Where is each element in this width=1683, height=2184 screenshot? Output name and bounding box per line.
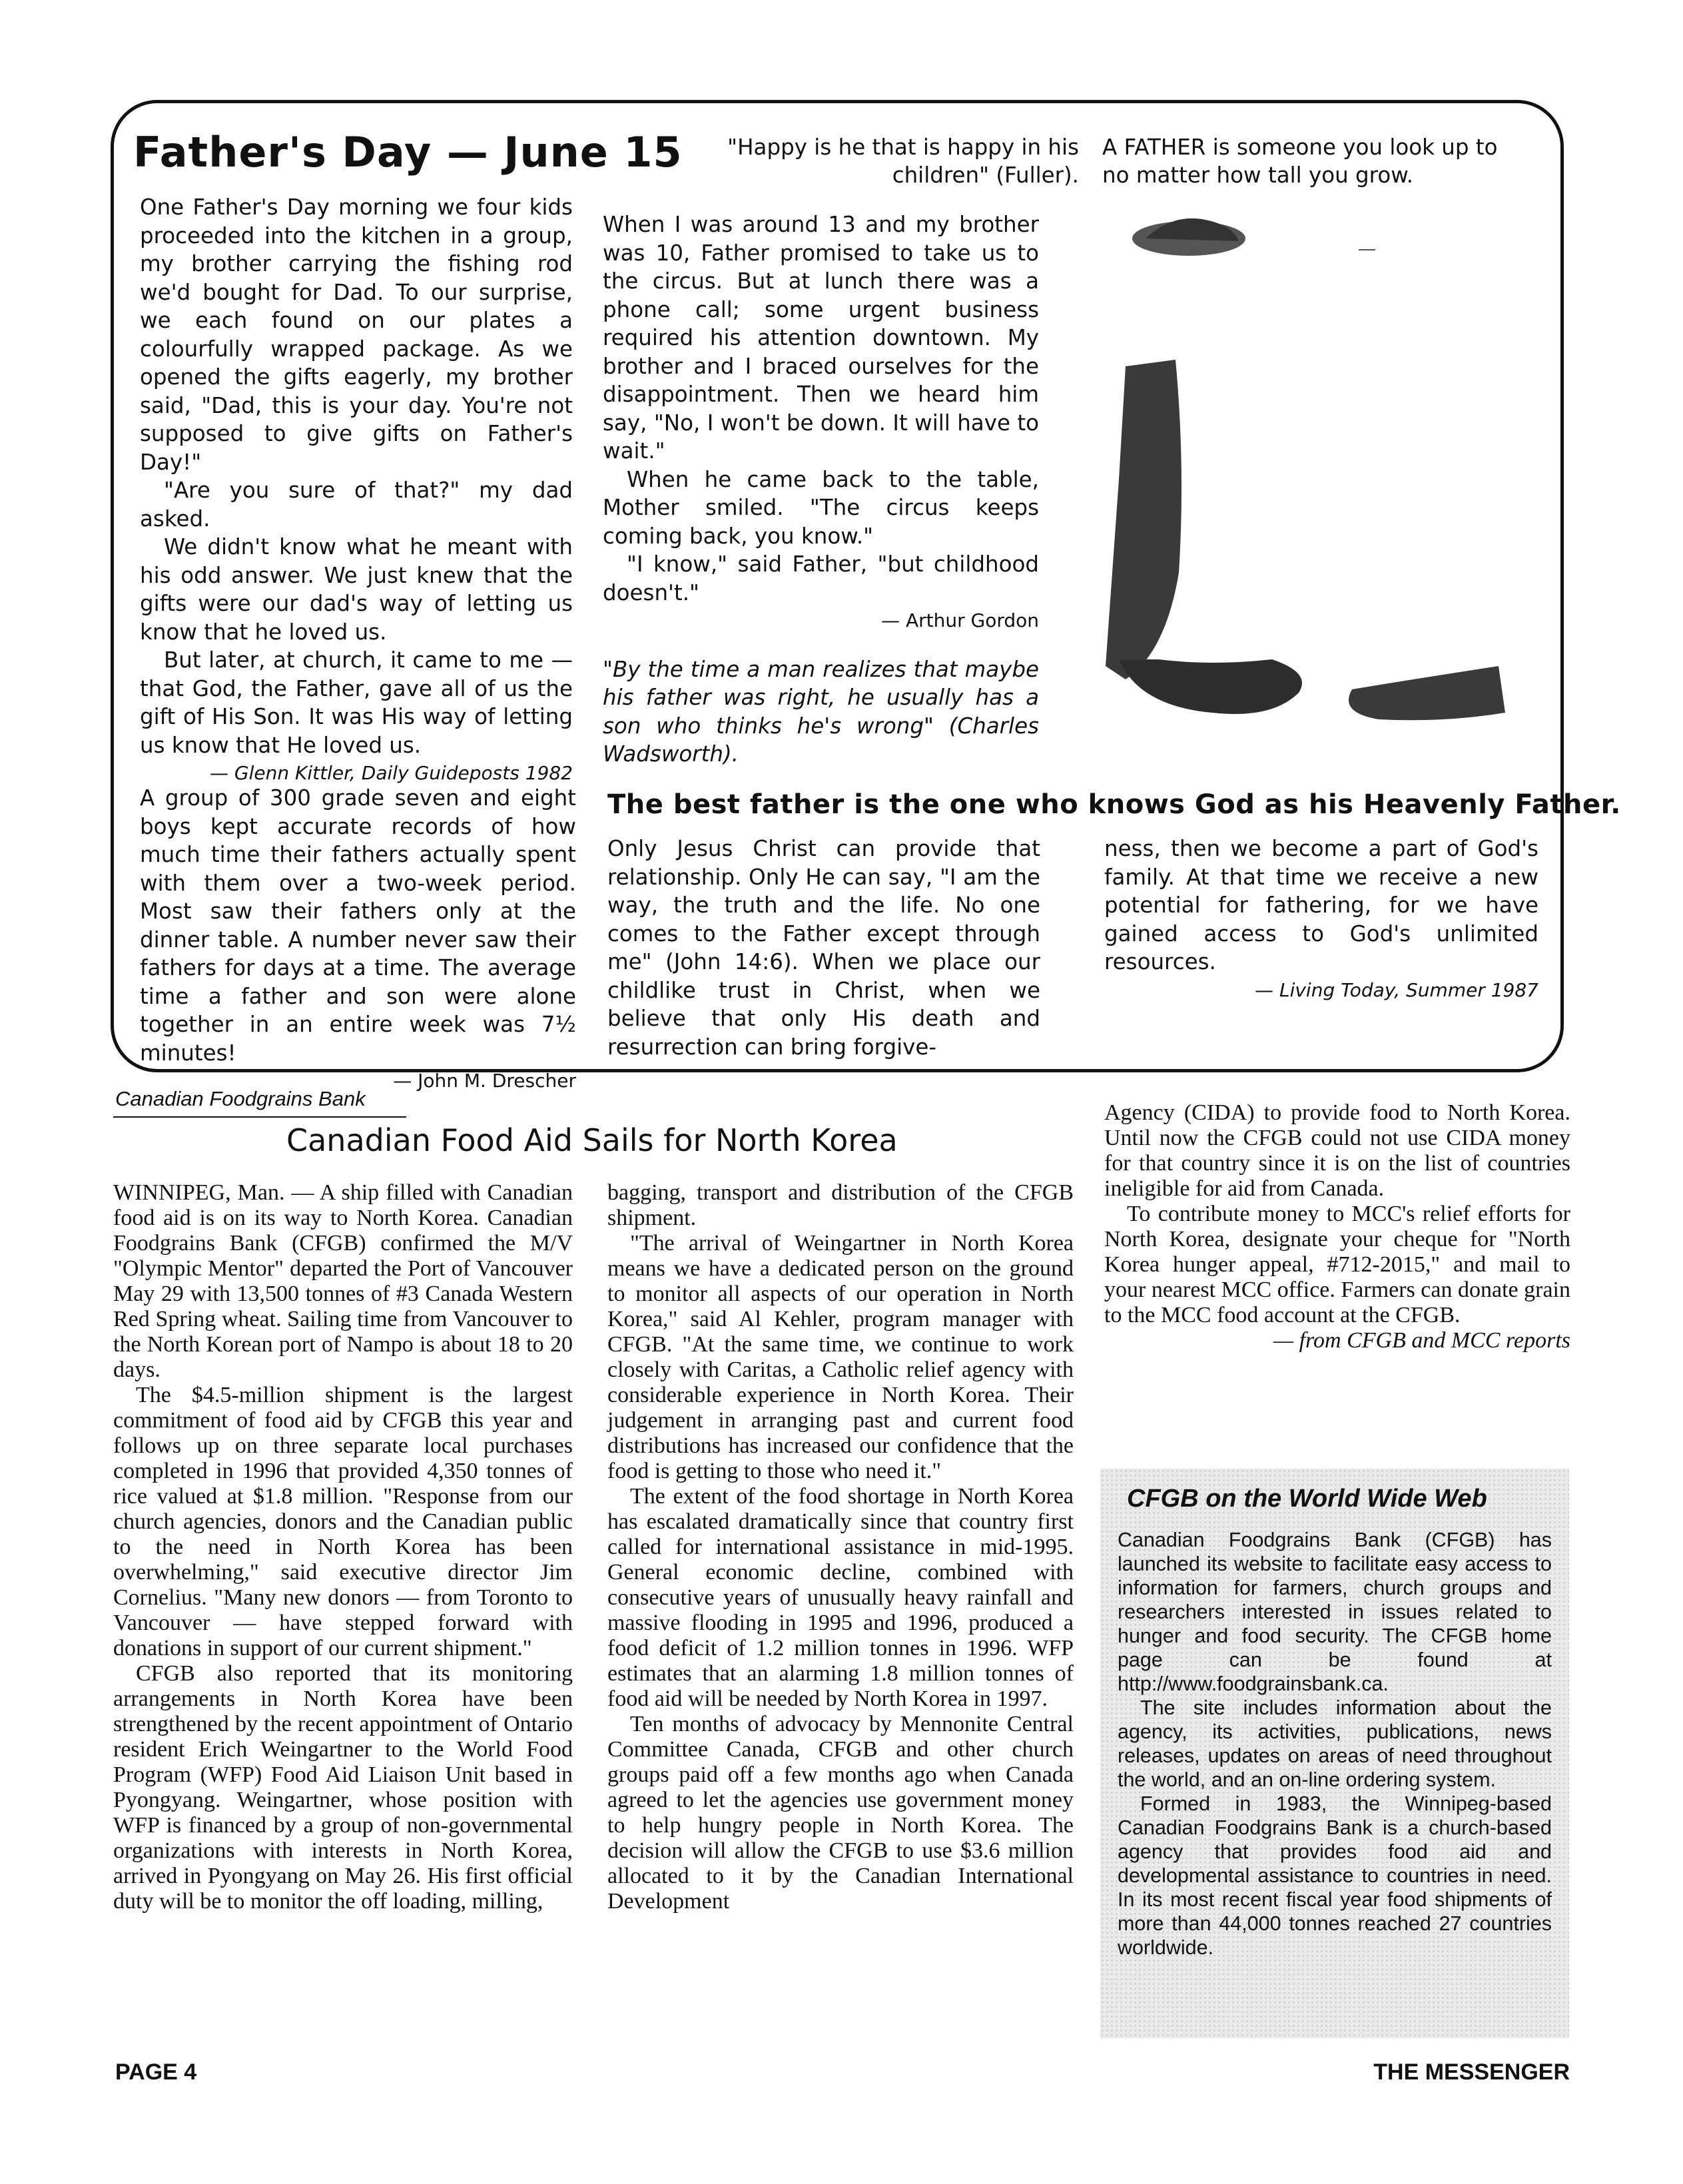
fathers-day-story-3 xyxy=(140,784,576,1096)
article-paragraph: "The arrival of Weingartner in North Korea means we have a dedicated person on the ground to monitor all aspects of our operation in North Korea," said Al Kehler, program manager with CFGB. "At the same time, we continue to work closely with Caritas, a Catholic relief agency with considerable experience in North Korea. Their judgement in arranging past and current food distributions has increased our confidence that the food is getting to those who need it." xyxy=(607,1231,1074,1483)
story-attribution: — Glenn Kittler, Daily Guideposts 1982 xyxy=(209,762,573,784)
article-paragraph: WINNIPEG, Man. — A ship filled with Canadian food aid is on its way to North Korea. Canadian Foodgrains Bank (CFGB) confirmed the M/V "Olympic Mentor" departed the Port of Vancouver May 29 with 13,500 tonnes of #3 Canada Western Red Spring wheat. Sailing time from Vancouver to the North Korean port of Nampo is about 18 to 20 days. xyxy=(113,1180,573,1382)
best-father-text: Only Jesus Christ can provide that relationship. Only He can say, "I am the way, the truth and the life. No one comes to the Father except through me" (John 14:6). When we place our childlike trust in Christ, when we believe that only His death and resurrection can bring forgive- xyxy=(607,836,1040,1060)
article-paragraph: The extent of the food shortage in North Korea has escalated dramatically since that country first called for international assistance in mid-1995. General economic decline, combined with consecutive years of unusually heavy rainfall and massive flooding in 1995 and 1996, produced a food deficit of 1.2 million tonnes in 1996. WFP estimates that an alarming 1.8 million tonnes of food aid will be needed by North Korea in 1997. xyxy=(607,1484,1074,1711)
wadsworth-quote: "By the time a man realizes that maybe his father was right, he usually has a son who thinks he's wrong" (Charles Wadsworth). xyxy=(603,656,1039,767)
sidebar-body xyxy=(1118,1528,1552,1960)
article-paragraph: bagging, transport and distribution of the CFGB shipment. xyxy=(607,1180,1074,1230)
best-father-column-2 xyxy=(1104,835,1538,1004)
sidebar-paragraph: The site includes information about the agency, its activities, publications, news releases, updates on areas of need throughout the world, and an on-line ordering system. xyxy=(1118,1696,1552,1791)
best-father-column-1 xyxy=(607,835,1040,1061)
story-paragraph: "Are you sure of that?" my dad asked. xyxy=(140,478,573,532)
best-father-text: ness, then we become a part of God's family. At that time we receive a new potential for fathering, for we have gained access to God's unlimited resources. xyxy=(1104,836,1538,974)
fathers-day-story-2 xyxy=(603,210,1039,769)
article-paragraph: CFGB also reported that its monitoring arrangements in North Korea have been strengthened by the recent appointment of Ontario resident Erich Weingartner to the World Food Program (WFP) Food Aid Liaison Unit based in Pyongyang. Weingartner, whose position with WFP is financed by a group of non-governmental organizations with interests in North Korea, arrived in Pyongyang on May 26. His first official duty will be to monitor the off loading, milling, xyxy=(113,1661,573,1914)
father-illustration xyxy=(1099,200,1532,733)
story-paragraph: One Father's Day morning we four kids proceeded into the kitchen in a group, my brother carrying the fishing rod we'd bought for Dad. To our surprise, we each found on our plates a colourfully wrapped package. As we opened the gifts eagerly, my brother said, "Dad, this is your day. You're not supposed to give gifts on Father's Day!" xyxy=(140,194,573,475)
section-rule xyxy=(113,1116,406,1118)
story-paragraph: When he came back to the table, Mother smiled. "The circus keeps coming back, you know." xyxy=(603,466,1039,549)
story-paragraph: "I know," said Father, "but childhood doesn't." xyxy=(603,551,1039,605)
best-father-heading: The best father is the one who knows God as his Heavenly Father. xyxy=(607,789,1621,820)
article-column-3 xyxy=(1104,1100,1570,1353)
story-attribution: — Arthur Gordon xyxy=(881,609,1039,631)
hat-icon xyxy=(1132,218,1245,256)
story-attribution: — John M. Drescher xyxy=(393,1070,576,1092)
story-paragraph: We didn't know what he meant with his odd answer. We just knew that the gifts were our dad's way of letting us know that he loved us. xyxy=(140,534,573,645)
sidebar-paragraph: Formed in 1983, the Winnipeg-based Canadian Foodgrains Bank is a church-based agency that provides food aid and developmental assistance to countries in need. In its most recent fiscal year food shipments of more than 44,000 tonnes reached 27 countries worldwide. xyxy=(1118,1792,1552,1959)
sidebar-paragraph: Canadian Foodgrains Bank (CFGB) has launched its website to facilitate easy access to information for farmers, church groups and researchers interested in issues related to hunger and food security. The CFGB home page can be found at http://www.foodgrainsbank.ca. xyxy=(1118,1529,1552,1695)
fathers-day-story-1 xyxy=(140,193,573,788)
leg-drawing xyxy=(1106,360,1505,720)
section-label: Canadian Foodgrains Bank xyxy=(115,1087,366,1110)
story-paragraph: When I was around 13 and my brother was 10, Father promised to take us to the circus. But at lunch there was a phone call; some urgent business required his attention downtown. My brother and I braced ourselves for the disappointment. Then we heard him say, "No, I won't be down. It will have to wait." xyxy=(603,212,1039,464)
sidebar-title: CFGB on the World Wide Web xyxy=(1127,1485,1487,1513)
story-paragraph: A group of 300 grade seven and eight boys kept accurate records of how much time their fathers actually spent with them over a two-week period. Most saw their fathers only at the dinner table. A number never saw their fathers for days at a time. The average time a father and son were alone together in an entire week was 7½ minutes! xyxy=(140,785,576,1066)
best-father-attribution: — Living Today, Summer 1987 xyxy=(1255,978,1538,1001)
article-paragraph: Agency (CIDA) to provide food to North Korea. Until now the CFGB could not use CIDA money for that country since it is on the list of countries ineligible for aid from Canada. xyxy=(1104,1100,1570,1201)
cfgb-web-sidebar xyxy=(1100,1469,1569,2038)
page-number: PAGE 4 xyxy=(115,2059,197,2085)
article-paragraph: Ten months of advocacy by Mennonite Central Committee Canada, CFGB and other church groups paid off a few months ago when Canada agreed to let the agencies use government money to help hungry people in North Korea. The decision will allow the CFGB to use $3.6 million allocated to it by the Canadian International Development xyxy=(607,1712,1074,1914)
father-definition: A FATHER is someone you look up to no matter how tall you grow. xyxy=(1102,135,1498,188)
article-attribution: — from CFGB and MCC reports xyxy=(1273,1328,1570,1353)
article-paragraph: The $4.5-million shipment is the largest commitment of food aid by CFGB this year and follows up on three separate local purchases completed in 1996 that provided 4,350 tonnes of rice valued at $1.8 million. "Response from our church agencies, donors and the Canadian public to the need in North Korea has been overwhelming," said executive director Jim Cornelius. "Many new donors — from Toronto to Vancouver — have stepped forward with donations in support of our current shipment." xyxy=(113,1383,573,1660)
publication-name: THE MESSENGER xyxy=(1373,2059,1570,2085)
article-title: Canadian Food Aid Sails for North Korea xyxy=(286,1122,898,1158)
article-paragraph: To contribute money to MCC's relief efforts for North Korea, designate your cheque for "North Korea hunger appeal, #712-2015," and mail to your nearest MCC office. Farmers can donate grain to the MCC food account at the CFGB. xyxy=(1104,1202,1570,1327)
article-column-2 xyxy=(607,1180,1074,1914)
fuller-quote: "Happy is he that is happy in his children" (Fuller). xyxy=(727,135,1079,188)
fathers-day-title: Father's Day — June 15 xyxy=(133,128,683,177)
story-paragraph: But later, at church, it came to me — that God, the Father, gave all of us the gift of His Son. It was His way of letting us know that He loved us. xyxy=(140,647,573,758)
article-column-1 xyxy=(113,1180,573,1914)
